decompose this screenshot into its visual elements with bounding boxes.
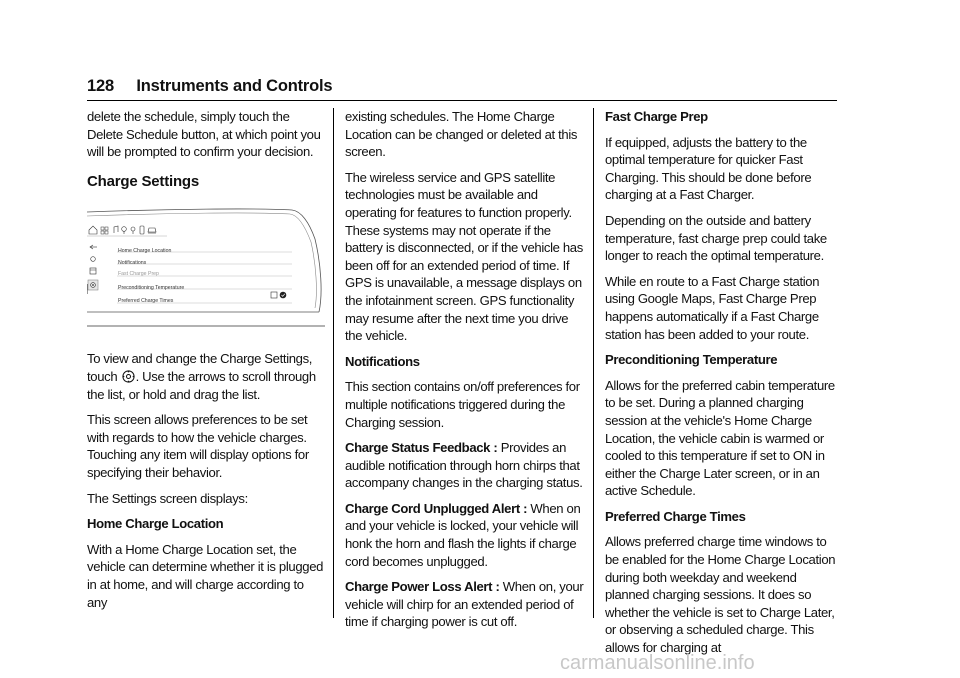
term-charge-cord-unplugged-alert: Charge Cord Unplugged Alert : [345, 500, 528, 516]
figure-item-preferred-charge-times: Preferred Charge Times [118, 298, 174, 305]
header-rule [87, 100, 837, 101]
figure-item-home-charge-location: Home Charge Location [118, 248, 172, 255]
subheading-preconditioning-temperature: Preconditioning Temperature [605, 352, 778, 368]
paragraph [87, 350, 325, 403]
definition: Provides an audible notification through horn chirps that accompany changes in the charging status. [345, 440, 583, 491]
charge-settings-heading: Charge Settings [87, 172, 200, 190]
paragraph: If equipped, adjusts the battery to the optimal temperature for quicker Fast Charging. This should be done before charging at a Fast Charger. [605, 134, 812, 203]
page-header [87, 77, 837, 96]
back-icon [90, 245, 97, 249]
apps-icon [101, 227, 108, 234]
column-3 [605, 108, 843, 665]
schedule-icon [90, 268, 96, 274]
paragraph: Allows for the preferred cabin temperature to be set. During a planned charging session at the vehicle's Home Charge Location, the vehicle cabin is warmed or cooled to this temperature if set to ON in either the Charge Later screen, or in an active Schedule. [605, 377, 835, 499]
settings-gear-icon [88, 280, 98, 290]
nav-icon [122, 227, 127, 234]
paragraph: delete the schedule, simply touch the Delete Schedule button, at which point you will be prompted to confirm your decision. [87, 109, 321, 160]
paragraph [345, 439, 585, 492]
settings-icon [122, 370, 135, 383]
paragraph [345, 500, 585, 570]
figure-item-notifications: Notifications [118, 260, 147, 267]
vehicle-icon [148, 228, 156, 233]
watermark: carmanualsonline.info [560, 652, 755, 674]
term-charge-power-loss-alert: Charge Power Loss Alert : [345, 579, 500, 595]
phone-icon [140, 226, 144, 234]
charge-settings-screen-figure [87, 204, 325, 332]
subheading-home-charge-location: Home Charge Location [87, 516, 224, 532]
definition: When on and your vehicle is locked, your vehicle will honk the horn and flash the lights if charge cord becomes unplugged. [345, 500, 581, 569]
home-icon [89, 226, 97, 234]
paragraph: Depending on the outside and battery temperature, fast charge prep could take longer to reach the optimal temperature. [605, 212, 827, 264]
view-text-start: To view and change the Charge Settings, touch [87, 351, 313, 384]
paragraph: This section contains on/off preferences for multiple notifications triggered during the Charging session. [345, 379, 580, 430]
audio-icon [114, 226, 118, 233]
paragraph: With a Home Charge Location set, the vehicle can determine whether it is plugged in at home, and will charge according to any [87, 541, 324, 610]
paragraph: existing schedules. The Home Charge Location can be changed or deleted at this screen. [345, 109, 578, 160]
paragraph: The wireless service and GPS satellite technologies must be available and operating for features to function properly. These systems may not operate if the battery is disconnected, or if the vehicle has been off for an extended period of time. If GPS is unavailable, a message displays on the infotainment screen. GPS functionality may resume after the next time you drive the vehicle. [345, 169, 583, 344]
paragraph [345, 578, 585, 631]
page-number: 128 [87, 77, 114, 95]
subheading-notifications: Notifications [345, 353, 420, 369]
column-divider [593, 108, 594, 618]
term-charge-status-feedback: Charge Status Feedback : [345, 440, 498, 456]
definition: When on, your vehicle will chirp for an extended period of time if charging power is cut off. [345, 579, 584, 630]
paragraph: Allows preferred charge time windows to be enabled for the Home Charge Location during both weekday and weekend planned charging sessions. It does so whether the vehicle is set to Charge Later, or observing a scheduled charge. This allows for charging at [605, 534, 836, 656]
subheading-fast-charge-prep: Fast Charge Prep [605, 109, 708, 124]
paragraph: This screen allows preferences to be set with regards to how the vehicle charges. Touching any item will display options for specifying their behavior. [87, 412, 309, 480]
view-text-end: . Use the arrows to scroll through the list, or hold and drag the list. [87, 368, 316, 402]
column-divider [333, 108, 334, 618]
paragraph: While en route to a Fast Charge station using Google Maps, Fast Charge Prep happens automatically if a Fast Charge station has been added to your route. [605, 273, 820, 342]
column-2 [345, 108, 585, 639]
location-icon [91, 257, 96, 262]
paragraph: The Settings screen displays: [87, 490, 248, 506]
section-title: Instruments and Controls [136, 77, 333, 95]
subheading-preferred-charge-times: Preferred Charge Times [605, 508, 746, 524]
column-1 [87, 108, 325, 619]
figure-item-fast-charge-prep: Fast Charge Prep [118, 271, 159, 278]
climate-icon [131, 227, 135, 234]
figure-item-preconditioning-temperature: Preconditioning Temperature [118, 285, 185, 292]
preferred-charge-times-toggle-icon [271, 292, 286, 299]
